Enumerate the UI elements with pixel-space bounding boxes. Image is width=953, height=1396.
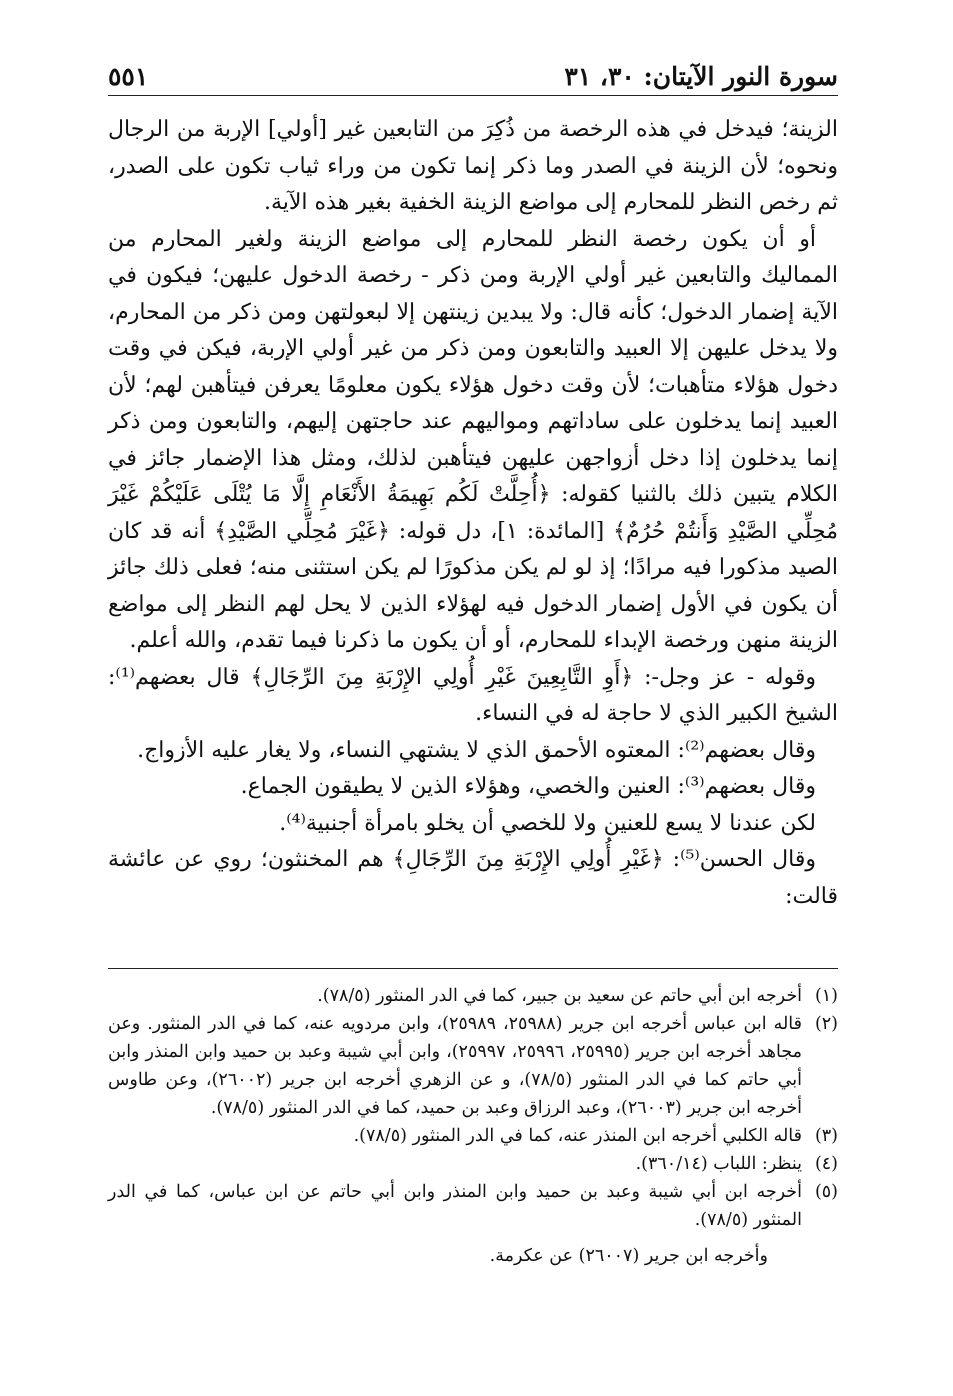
paragraph-3: وقوله - عز وجل-: ﴿أَوِ التَّابِعِينَ غَيْرِ أُولِي الإِرْبَةِ مِنَ الرِّجَالِ﴾ قال بعضهم⁽¹⁾: الشيخ الكبير الذي لا حاجة له في النساء.	[108, 664, 838, 726]
footnote-2	[108, 1010, 838, 1122]
footnote-3	[108, 1122, 838, 1150]
footnote-text: قاله ابن عباس أخرجه ابن جرير (٢٥٩٨٨، ٢٥٩٨٩)، وابن مردويه عنه، كما في الدر المنثور. وعن مجاهد أخرجه ابن جرير (٢٥٩٩٥، ٢٥٩٩٦، ٢٥٩٩٧)، وابن أبي شيبة وعبد بن حميد وابن المنذر وابن أبي حاتم كما في الدر المنثور (٧٨/٥)، و عن الزهري أخرجه ابن جرير (٢٦٠٠٢)، وعن طاوس أخرجه ابن جرير (٢٦٠٠٣)، وعبد الرزاق وعبد بن حميد، كما في الدر المنثور (٧٨/٥).	[108, 1014, 803, 1118]
page-header	[108, 58, 838, 96]
footnote-4	[108, 1150, 838, 1178]
page-number: ٥٥١	[108, 62, 149, 91]
footnote-text: أخرجه ابن أبي شيبة وعبد بن حميد وابن المنذر وابن أبي حاتم عن ابن عباس، كما في الدر المنثور (٧٨/٥).	[108, 1182, 802, 1230]
footnote-text: ينظر: اللباب (٣٦٠/١٤).	[635, 1154, 802, 1174]
footnote-number: (١)	[814, 986, 838, 1006]
footnote-number: (٥)	[814, 1182, 838, 1202]
paragraph-2: أو أن يكون رخصة النظر للمحارم إلى مواضع الزينة ولغير المحارم من المماليك والتابعين غير أولي الإربة ومن ذكر - رخصة الدخول عليهن؛ فيكون في الآية إضمار الدخول؛ كأنه قال: ولا يبدين زينتهن إلا لبعولتهن ومن ذكر من المحارم، ولا يدخل عليهن إلا العبيد والتابعون ومن ذكر من غير أولي الإربة، فيكن في وقت دخول هؤلاء متأهبات؛ لأن وقت دخول هؤلاء يكون معلومًا يعرفن فيتأهبن لهم؛ لأن العبيد إنما يدخلون على ساداتهم ومواليهم عند حاجتهن إليهم، والتابعون ومن ذكر إنما يدخلون إذا دخل أزواجهن عليهن فيتأهبن لذلك، ومثل هذا الإضمار جائز في الكلام يتبين ذلك بالثنيا كقوله: ﴿أُحِلَّتْ لَكُم بَهِيمَةُ الأَنْعَامِ إِلَّا مَا يُتْلَى عَلَيْكُمْ غَيْرَ مُحِلِّي الصَّيْدِ وَأَنتُمْ حُرُمٌ﴾ [المائدة: ١]، دل قوله: ﴿غَيْرَ مُحِلِّي الصَّيْدِ﴾ أنه قد كان الصيد مذكورا فيه مرادًا؛ إذ لو لم يكن مذكورًا لم يكن استثنى منه؛ فعلى ذلك جائز أن يكون في الأول إضمار الدخول فيه لهؤلاء الذين لا يحل لهم النظر إلى مواضع الزينة منهن ورخصة الإبداء للمحارم، أو أن يكون ما ذكرنا فيما تقدم، والله أعلم.	[108, 226, 838, 653]
footnote-1	[108, 982, 838, 1010]
running-title: سورة النور الآيتان: ٣٠، ٣١	[564, 62, 838, 91]
footnote-5	[108, 1178, 838, 1234]
paragraph-1: الزينة؛ فيدخل في هذه الرخصة من ذُكِرَ من التابعين غير [أولي] الإربة من الرجال ونحوه؛ لأن الزينة في الصدر وما ذكر إنما تكون من وراء ثياب تكون على الصدر، ثم رخص النظر للمحارم إلى مواضع الزينة الخفية بغير هذه الآية.	[108, 117, 838, 215]
footnote-number: (٤)	[814, 1154, 838, 1174]
main-text	[108, 112, 838, 915]
footnote-divider	[108, 968, 838, 969]
paragraph-7: وقال الحسن⁽⁵⁾: ﴿غَيْرِ أُولِي الإِرْبَةِ مِنَ الرِّجَالِ﴾ هم المخنثون؛ روي عن عائشة قالت:	[108, 847, 838, 909]
footnote-text: أخرجه ابن أبي حاتم عن سعيد بن جبير، كما في الدر المنثور (٧٨/٥).	[317, 986, 802, 1006]
footnote-number: (٢)	[814, 1014, 838, 1034]
paragraph-4: وقال بعضهم⁽²⁾: المعتوه الأحمق الذي لا يشتهي النساء، ولا يغار عليه الأزواج.	[137, 737, 816, 763]
footnote-text: قاله الكلبي أخرجه ابن المنذر عنه، كما في الدر المنثور (٧٨/٥).	[353, 1126, 802, 1146]
paragraph-5: وقال بعضهم⁽³⁾: العنين والخصي، وهؤلاء الذين لا يطيقون الجماع.	[240, 774, 816, 799]
paragraph-6: لكن عندنا لا يسع للعنين ولا للخصي أن يخلو بامرأة أجنبية⁽⁴⁾.	[279, 810, 816, 836]
footnotes	[108, 982, 838, 1270]
footnote-extra: وأخرجه ابن جرير (٢٦٠٠٧) عن عكرمة.	[489, 1246, 768, 1266]
footnote-number: (٣)	[814, 1126, 838, 1146]
